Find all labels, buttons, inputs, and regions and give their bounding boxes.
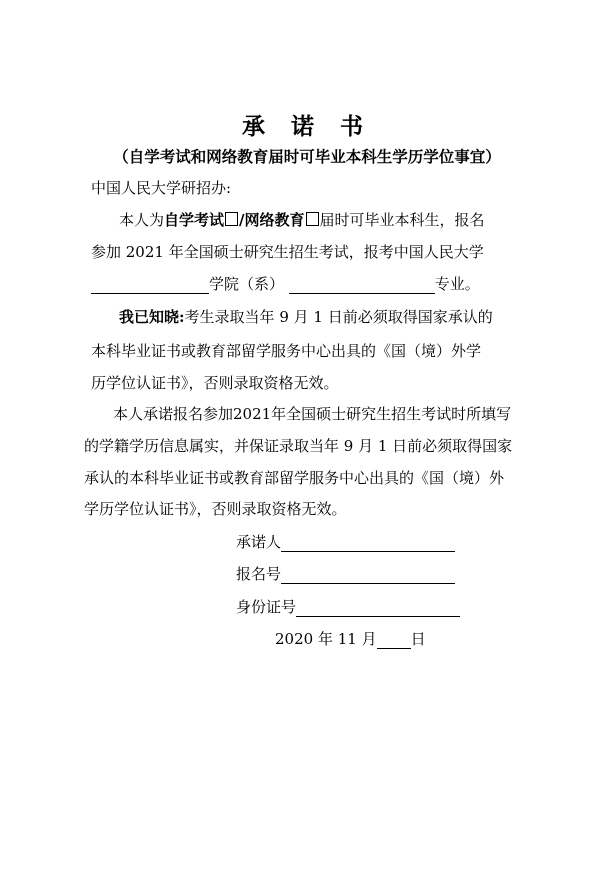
option-separator: / <box>239 211 245 229</box>
para2-line3: 历学位认证书》，否则录取资格无效。 <box>91 374 339 392</box>
document-subtitle: （自学考试和网络教育届时可毕业本科生学历学位事宜） <box>113 147 501 166</box>
id-no-label: 身份证号 <box>236 598 297 616</box>
para1-line2: 参加 2021 年全国硕士研究生招生考试，报考中国人民大学 <box>91 243 484 261</box>
school-blank[interactable] <box>91 277 209 294</box>
reg-no-label: 报名号 <box>236 565 282 583</box>
para3-line1: 本人承诺报名参加2021年全国硕士研究生招生考试时所填写 <box>113 405 512 423</box>
para3-line3: 承认的本科毕业证书或教育部留学服务中心出具的《国（境）外 <box>84 469 505 487</box>
para1-suffix: 届时可毕业本科生，报名 <box>319 211 485 229</box>
reg-no-field[interactable] <box>281 566 455 584</box>
document-title: 承 诺 书 <box>241 113 372 140</box>
date-row <box>275 629 426 649</box>
option-self-study-label: 自学考试 <box>164 211 225 229</box>
major-label: 专业。 <box>434 275 480 293</box>
para3-line2: 的学籍学历信息属实，并保证录取当年 9 月 1 日前必须取得国家 <box>84 437 513 455</box>
reg-no-row <box>236 564 455 584</box>
addressee: 中国人民大学研招办: <box>91 179 232 197</box>
para2-line1-rest: 考生录取当年 9 月 1 日前必须取得国家承认的 <box>184 308 493 326</box>
para2-line1 <box>119 307 493 327</box>
para2-lead: 我已知晓: <box>119 308 185 326</box>
date-prefix: 2020 年 11 月 <box>275 630 377 648</box>
para1-line1 <box>119 210 485 230</box>
promisor-label: 承诺人 <box>236 533 282 551</box>
id-no-row <box>236 597 460 617</box>
id-no-field[interactable] <box>296 599 460 617</box>
self-study-checkbox[interactable] <box>225 212 238 226</box>
date-suffix: 日 <box>410 630 426 648</box>
online-education-checkbox[interactable] <box>306 212 319 226</box>
major-blank[interactable] <box>289 277 435 294</box>
para3-line4: 学历学位认证书》，否则录取资格无效。 <box>84 500 347 518</box>
promisor-row <box>236 532 455 552</box>
school-label: 学院（系） <box>209 275 285 293</box>
para1-line3 <box>91 274 480 294</box>
date-day-field[interactable] <box>377 631 411 649</box>
para1-prefix: 本人为 <box>119 211 165 229</box>
para2-line2: 本科毕业证书或教育部留学服务中心出具的《国（境）外学 <box>91 342 482 360</box>
option-online-education-label: 网络教育 <box>244 211 305 229</box>
promisor-field[interactable] <box>281 534 455 552</box>
